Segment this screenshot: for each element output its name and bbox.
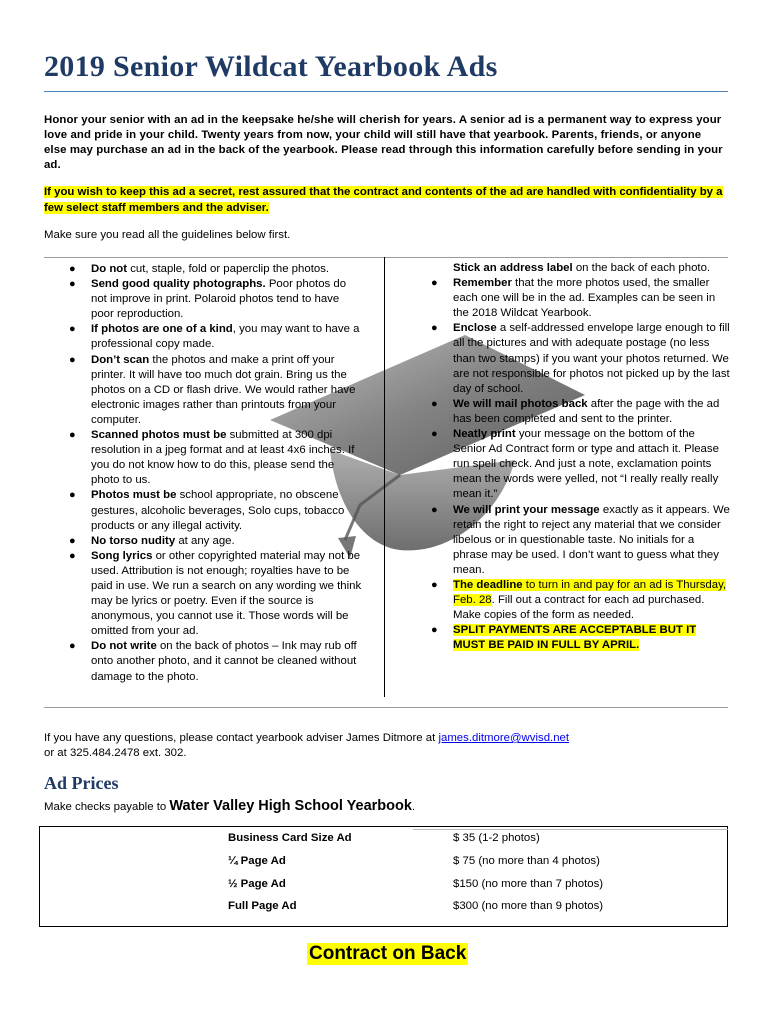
bullet-icon: ● bbox=[431, 397, 438, 410]
guideline-item bbox=[44, 639, 362, 684]
title-divider bbox=[44, 91, 728, 92]
box-top-rule bbox=[44, 257, 728, 258]
email-link[interactable]: james.ditmore@wvisd.net bbox=[438, 732, 570, 744]
guideline-bold: If photos are one of a kind bbox=[91, 323, 233, 336]
price-value: $300 (no more than 9 photos) bbox=[453, 900, 604, 912]
guidelines-right-column bbox=[406, 261, 730, 653]
contact-text: If you have any questions, please contact yearbook adviser James Ditmore at bbox=[44, 732, 439, 744]
guideline-bold: Enclose bbox=[453, 322, 497, 335]
guideline-bold: We will print your message bbox=[453, 503, 600, 516]
checks-text: Make checks payable to bbox=[44, 801, 170, 813]
guideline-bold: Photos must be bbox=[91, 489, 177, 502]
guideline-item bbox=[406, 578, 730, 623]
price-value: $150 (no more than 7 photos) bbox=[453, 878, 604, 890]
checks-period: . bbox=[411, 801, 416, 813]
guideline-text: or other copyrighted material may not be used. Attribution is not enough; royalties have to be paid in use. We run a search on any wording we think may be lyrics or poetry. Even if the source is anonymous, you cannot use it. Those words will be omitted from your ad. bbox=[91, 549, 362, 638]
price-label: ½ Page Ad bbox=[228, 878, 286, 890]
bullet-icon: ● bbox=[69, 489, 76, 502]
bullet-icon: ● bbox=[69, 429, 76, 442]
price-table-top-line bbox=[413, 829, 728, 830]
secret-note bbox=[44, 184, 724, 216]
guideline-item bbox=[406, 276, 730, 321]
guideline-bold: Remember bbox=[453, 277, 512, 290]
guideline-text: the photos and make a print off your printer. It will have too much dot grain. Bring us the photos on a CD or flash drive. We would rather have electronic images rather than printouts from your computer. bbox=[91, 353, 356, 426]
contact-info bbox=[44, 731, 569, 761]
guideline-bold: Neatly print bbox=[453, 428, 516, 441]
payee-name: Water Valley High School Yearbook bbox=[169, 798, 412, 814]
column-divider bbox=[384, 257, 385, 697]
ad-prices-heading: Ad Prices bbox=[44, 773, 119, 793]
bullet-icon: ● bbox=[69, 549, 76, 562]
bullet-icon: ● bbox=[69, 534, 76, 547]
guideline-text: on the back of photos – Ink may rub off onto another photo, and it cannot be cleaned without damage to the photo. bbox=[91, 640, 357, 683]
guideline-bold: We will mail photos back bbox=[453, 397, 588, 410]
guideline-text: . Fill out a contract for each ad purchased. Make copies of the form as needed. bbox=[453, 594, 705, 622]
guideline-item bbox=[406, 321, 730, 396]
price-label: Business Card Size Ad bbox=[228, 832, 352, 844]
guideline-bold: The deadline bbox=[453, 578, 523, 591]
price-label: Full Page Ad bbox=[228, 900, 297, 912]
guidelines-left-column bbox=[44, 262, 362, 685]
contract-note: Contract on Back bbox=[309, 943, 467, 964]
bullet-icon: ● bbox=[69, 353, 76, 366]
guideline-item bbox=[44, 322, 362, 352]
bullet-icon: ● bbox=[431, 578, 438, 591]
guideline-text: cut, staple, fold or paperclip the photos. bbox=[127, 263, 330, 275]
bullet-icon: ● bbox=[69, 278, 76, 291]
bullet-icon: ● bbox=[431, 322, 438, 335]
right-lead-text: on the back of each photo. bbox=[572, 262, 711, 274]
guidelines-right-list bbox=[406, 276, 730, 653]
guideline-bold: Scanned photos must be bbox=[91, 429, 227, 442]
checks-payable bbox=[44, 798, 415, 814]
guideline-bold: Song lyrics bbox=[91, 549, 153, 562]
right-lead-bold: Stick an address label bbox=[453, 262, 573, 274]
bullet-icon: ● bbox=[431, 428, 438, 441]
guideline-item bbox=[44, 534, 362, 549]
guideline-text: school appropriate, no obscene gestures, alcoholic beverages, Solo cups, tobacco products or any illegal activity. bbox=[91, 489, 345, 532]
bullet-icon: ● bbox=[69, 323, 76, 336]
guideline-text: your message on the bottom of the Senior Ad Contract form or type and attach it. Please run spell check. And just a note, exclamation points mean the words were yelled, not “I really really really mean it.” bbox=[453, 428, 719, 501]
guideline-bold: Don’t scan bbox=[91, 353, 150, 366]
guideline-item bbox=[406, 503, 730, 578]
guideline-bold: Do not bbox=[91, 263, 128, 275]
bullet-icon: ● bbox=[431, 503, 438, 516]
bullet-icon: ● bbox=[69, 640, 76, 653]
price-value: $ 75 (no more than 4 photos) bbox=[453, 855, 600, 867]
price-label: ¼ Page Ad bbox=[228, 855, 286, 867]
guideline-item bbox=[44, 488, 362, 533]
page-title: 2019 Senior Wildcat Yearbook Ads bbox=[44, 50, 498, 83]
guideline-text: exactly as it appears. We retain the right to reject any material that we consider libelous or in questionable taste. No initials for a phrase may be used. I don’t want to guess what they mean. bbox=[453, 503, 730, 576]
guideline-item bbox=[44, 262, 362, 277]
guideline-bold: Send good quality photographs. bbox=[91, 278, 266, 291]
box-bottom-rule bbox=[44, 707, 728, 708]
intro-paragraph: Honor your senior with an ad in the keepsake he/she will cherish for years. A senior ad is a permanent way to express your love and pride in your child. Twenty years from now, your child will still have that yearbook. Parents, friends, or anyone else may purchase an ad in the back of the yearbook. Please read through this information carefully before sending in your ad. bbox=[44, 114, 723, 171]
guideline-bold: SPLIT PAYMENTS ARE ACCEPTABLE BUT bbox=[453, 624, 683, 637]
guideline-item bbox=[44, 277, 362, 322]
guideline-text: at any age. bbox=[175, 534, 235, 547]
guideline-text: a self-addressed envelope large enough to fill all the pictures and with adequate postage (no less than two stamps) if you want your photos returned. We are not responsible for photos not picked up by the last day of school. bbox=[453, 322, 730, 395]
guideline-text: that the more photos used, the smaller each one will be in the ad. Examples can be seen in the 2018 Wildcat Yearbook. bbox=[453, 277, 716, 320]
guideline-highlight-text: to turn in and pay for an ad is Thursday, Feb. 28 bbox=[453, 578, 727, 607]
guideline-item bbox=[44, 549, 362, 640]
bullet-icon: ● bbox=[431, 624, 438, 637]
guideline-item bbox=[406, 623, 730, 653]
guideline-item bbox=[44, 428, 362, 488]
guidelines-note: Make sure you read all the guidelines below first. bbox=[44, 229, 291, 241]
secret-note-text: If you wish to keep this ad a secret, rest assured that the contract and contents of the ad are handled with confidentiality by a few select staff members and the adviser. bbox=[44, 186, 723, 214]
guideline-text: IT MUST BE PAID IN FULL BY APRIL. bbox=[453, 624, 697, 652]
price-table bbox=[39, 826, 728, 927]
guideline-bold: No torso nudity bbox=[91, 534, 176, 547]
right-lead-item bbox=[406, 261, 730, 276]
bullet-icon: ● bbox=[69, 263, 76, 275]
guideline-text: Poor photos do not improve in print. Polaroid photos tend to have poor reproduction. bbox=[91, 278, 347, 321]
guideline-item bbox=[406, 397, 730, 427]
guideline-item bbox=[406, 427, 730, 502]
price-value: $ 35 (1-2 photos) bbox=[453, 832, 540, 844]
guideline-text: , you may want to have a professional copy made. bbox=[91, 323, 360, 351]
contact-phone: or at 325.484.2478 ext. 302. bbox=[44, 747, 187, 759]
guideline-item bbox=[44, 353, 362, 428]
guidelines-left-list bbox=[44, 262, 362, 685]
guideline-text: submitted at 300 dpi resolution in a jpeg format and at least 4x6 inches. If you do not know how to do this, please send the photo to us. bbox=[91, 429, 355, 487]
guideline-bold: Do not write bbox=[91, 640, 157, 653]
bullet-icon: ● bbox=[431, 277, 438, 290]
guideline-text: after the page with the ad has been completed and sent to the printer. bbox=[453, 397, 720, 425]
